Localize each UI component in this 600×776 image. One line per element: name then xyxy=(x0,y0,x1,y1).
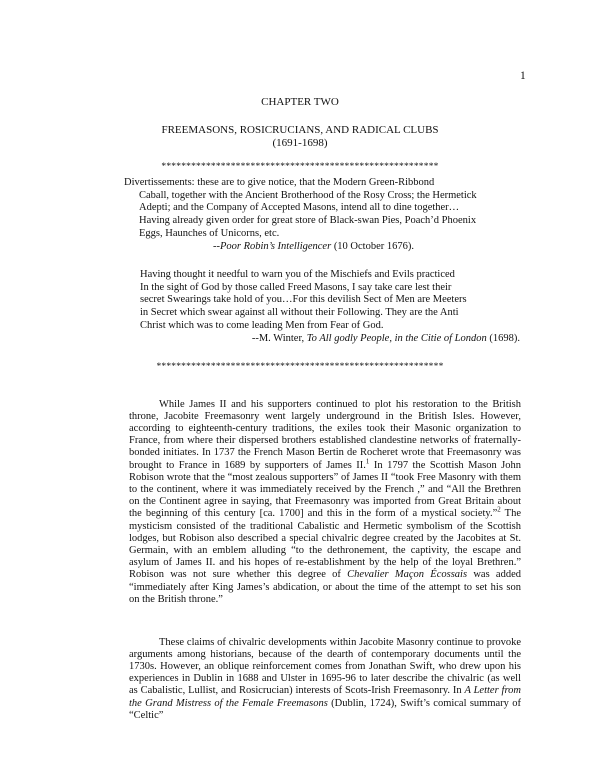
attribution-prefix: -- xyxy=(212,240,220,252)
epigraph-line: Divertissements: these are to give notice, that the Modern Green-Ribbond xyxy=(124,177,435,188)
epigraph-line: in Secret which swear against all without their Following. They are the Anti xyxy=(140,307,459,319)
epigraph-line: Caball, together with the Ancient Brotherhood of the Rosy Cross; the Hermetick xyxy=(139,189,477,201)
chapter-heading: CHAPTER TWO xyxy=(261,96,339,108)
paragraph-text: These claims of chivalric developments within Jacobite Masonry continue to provoke arguments among historians, because of the dearth of contemporary documents until the 1730s. However, an oblique reinforcement comes from Jonathan Swift, who drew upon his experiences in Dublin in 1688 and Ulster in 1695-96 to later describe the chivalric (as well as Cabalistic, Lullist, and Rosicrucian) interests of Scots-Irish Freemasonry. In xyxy=(129,636,521,697)
paragraph-text: was added “immediately after King James’s abdication, or about the time of the attempt to set his son on the British throne.” xyxy=(129,569,521,605)
epigraph-line: Eggs, Haunches of Unicorns, etc. xyxy=(139,227,280,239)
attribution-date: (1698). xyxy=(486,332,520,344)
epigraph-2 xyxy=(140,269,520,345)
epigraph-1 xyxy=(124,177,504,253)
epigraph-attribution xyxy=(124,241,504,254)
separator-bottom: ********************************************************** xyxy=(156,362,444,372)
attribution-prefix: --M. Winter, xyxy=(251,332,307,344)
paragraph-text: In 1797 the Scottish Mason John Robison wrote that the “most zealous supporters” of James II “took Free Masonry with them to the continent, where it was immediately received by the French ,” and “All the Brethren on the Continent agree in saying, that Freemasonry was imported from Great Britain about the beginning of this century [ca. 1700] and this in the form of a mystical society.” xyxy=(129,459,521,520)
chapter-dates: (1691-1698) xyxy=(272,137,328,149)
epigraph-line: Having already given order for great store of Black-swan Pies, Poach’d Phoenix xyxy=(139,215,477,227)
italic-title: A Letter from the Grand Mistress of the Female Freemasons xyxy=(129,685,521,709)
page-number: 1 xyxy=(520,70,526,82)
chapter-title: FREEMASONS, ROSICRUCIANS, AND RADICAL CLUBS xyxy=(161,124,439,136)
italic-term: Chevalier Maçon Écossais xyxy=(347,569,468,581)
paragraph-text: While James II and his supporters continued to plot his restoration to the British throne, Jacobite Freemasonry went largely underground in the British Isles. However, according to eighteenth-century traditions, the exiles took their Masonic organization to France, from where their dispersed brothers established clandestine networks of fraternally-bonded initiates. In 1737 the French Mason Bertin de Rocheret wrote that Freemasonry was brought to France in 1689 by supporters of James II. xyxy=(129,398,521,471)
paragraph-text: The mysticism consisted of the traditional Cabalistic and Hermetic symbolism of the Scottish lodges, but Robison also described a special chivalric degree created by the Jacobites at St. Germain, with an emblem alluding “to the dethronement, the captivity, the escape and asylum of James II. and his hopes of re-establishment by the help of the loyal Brethren.” Robison was not sure whether this degree of xyxy=(129,508,522,581)
body-paragraph-1 xyxy=(129,399,521,606)
body-paragraph-2 xyxy=(129,637,521,722)
attribution-work: Poor Robin’s Intelligencer xyxy=(219,240,332,252)
epigraph-line: secret Swearings take hold of you…For this devilish Sect of Men are Meeters xyxy=(140,294,467,306)
attribution-work: To All godly People, in the Citie of London xyxy=(306,332,487,344)
epigraph-attribution xyxy=(140,333,520,346)
chapter-title-block xyxy=(0,124,600,150)
paragraph-text: (Dublin, 1724), Swift’s comical summary of “Celtic” xyxy=(129,697,521,721)
epigraph-line: Adepti; and the Company of Accepted Masons, intend all to dine together… xyxy=(139,202,460,214)
epigraph-line: Christ which was to come leading Men from Fear of God. xyxy=(140,319,384,331)
footnote-ref-1[interactable]: 1 xyxy=(365,457,370,466)
footnote-ref-2[interactable]: 2 xyxy=(497,505,501,514)
epigraph-line: In the sight of God by those called Freed Masons, I say take care lest their xyxy=(140,281,452,293)
epigraph-line: Having thought it needful to warn you of the Mischiefs and Evils practiced xyxy=(140,269,455,280)
attribution-date: (10 October 1676). xyxy=(331,240,414,252)
separator-top: ******************************************************** xyxy=(161,162,439,172)
